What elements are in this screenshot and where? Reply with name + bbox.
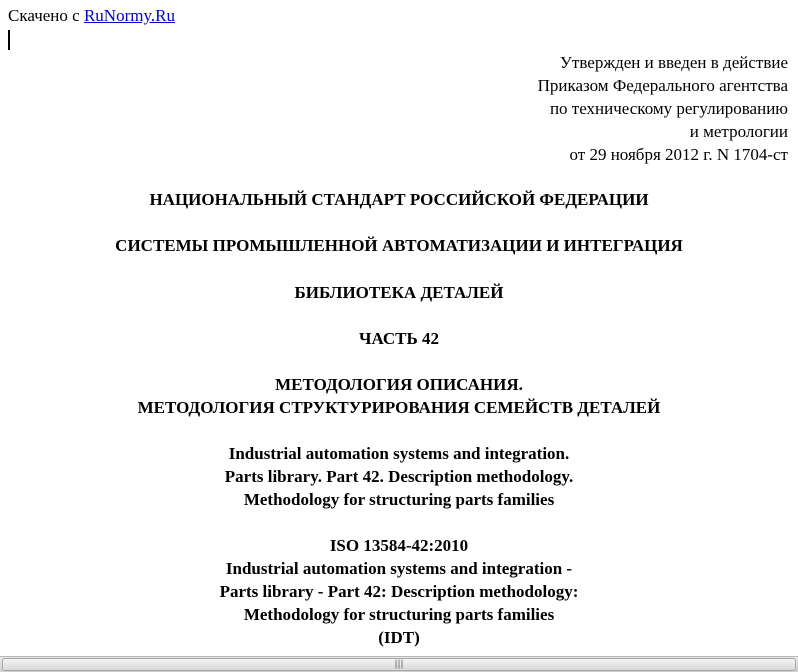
english-title [0, 442, 798, 511]
source-prefix: Скачено с [8, 6, 84, 25]
approval-line: Утвержден и введен в действие [559, 53, 788, 72]
national-standard-title [0, 188, 798, 211]
approval-line: Приказом Федерального агентства [537, 76, 788, 95]
part-title [0, 327, 798, 350]
english-title-line: Industrial automation systems and integration. [228, 444, 570, 463]
iso-title-line: Methodology for structuring parts families [243, 605, 555, 624]
approval-line: и метрологии [689, 122, 788, 141]
library-heading: БИБЛИОТЕКА ДЕТАЛЕЙ [294, 283, 504, 302]
part-heading: ЧАСТЬ 42 [358, 329, 439, 348]
english-title-line: Parts library. Part 42. Description methodology. [224, 467, 574, 486]
approval-line: от 29 ноября 2012 г. N 1704-ст [569, 145, 788, 164]
iso-title-line: Parts library - Part 42: Description methodology: [219, 582, 579, 601]
source-line [8, 6, 175, 26]
iso-block [0, 534, 798, 649]
national-standard-heading: НАЦИОНАЛЬНЫЙ СТАНДАРТ РОССИЙСКОЙ ФЕДЕРАЦИИ [149, 190, 649, 209]
iso-number: ISO 13584-42:2010 [329, 536, 469, 555]
approval-line: по техническому регулированию [549, 99, 788, 118]
systems-heading: СИСТЕМЫ ПРОМЫШЛЕННОЙ АВТОМАТИЗАЦИИ И ИНТЕГРАЦИЯ [115, 236, 683, 255]
grip-icon: ||| [394, 659, 404, 669]
iso-title-line: Industrial automation systems and integration - [225, 559, 573, 578]
library-title [0, 281, 798, 304]
text-cursor [8, 30, 10, 50]
runormy-link[interactable]: RuNormy.Ru [83, 6, 175, 25]
scrollbar-thumb[interactable] [2, 658, 796, 671]
approval-block [538, 51, 788, 166]
methodology-title [0, 373, 798, 419]
systems-title [0, 234, 798, 257]
methodology-heading-line-2: МЕТОДОЛОГИЯ СТРУКТУРИРОВАНИЯ СЕМЕЙСТВ ДЕТАЛЕЙ [137, 398, 661, 417]
iso-identity: (IDT) [378, 628, 420, 647]
methodology-heading-line-1: МЕТОДОЛОГИЯ ОПИСАНИЯ. [275, 375, 523, 394]
english-title-line: Methodology for structuring parts families [243, 490, 555, 509]
horizontal-scrollbar[interactable] [0, 656, 798, 672]
